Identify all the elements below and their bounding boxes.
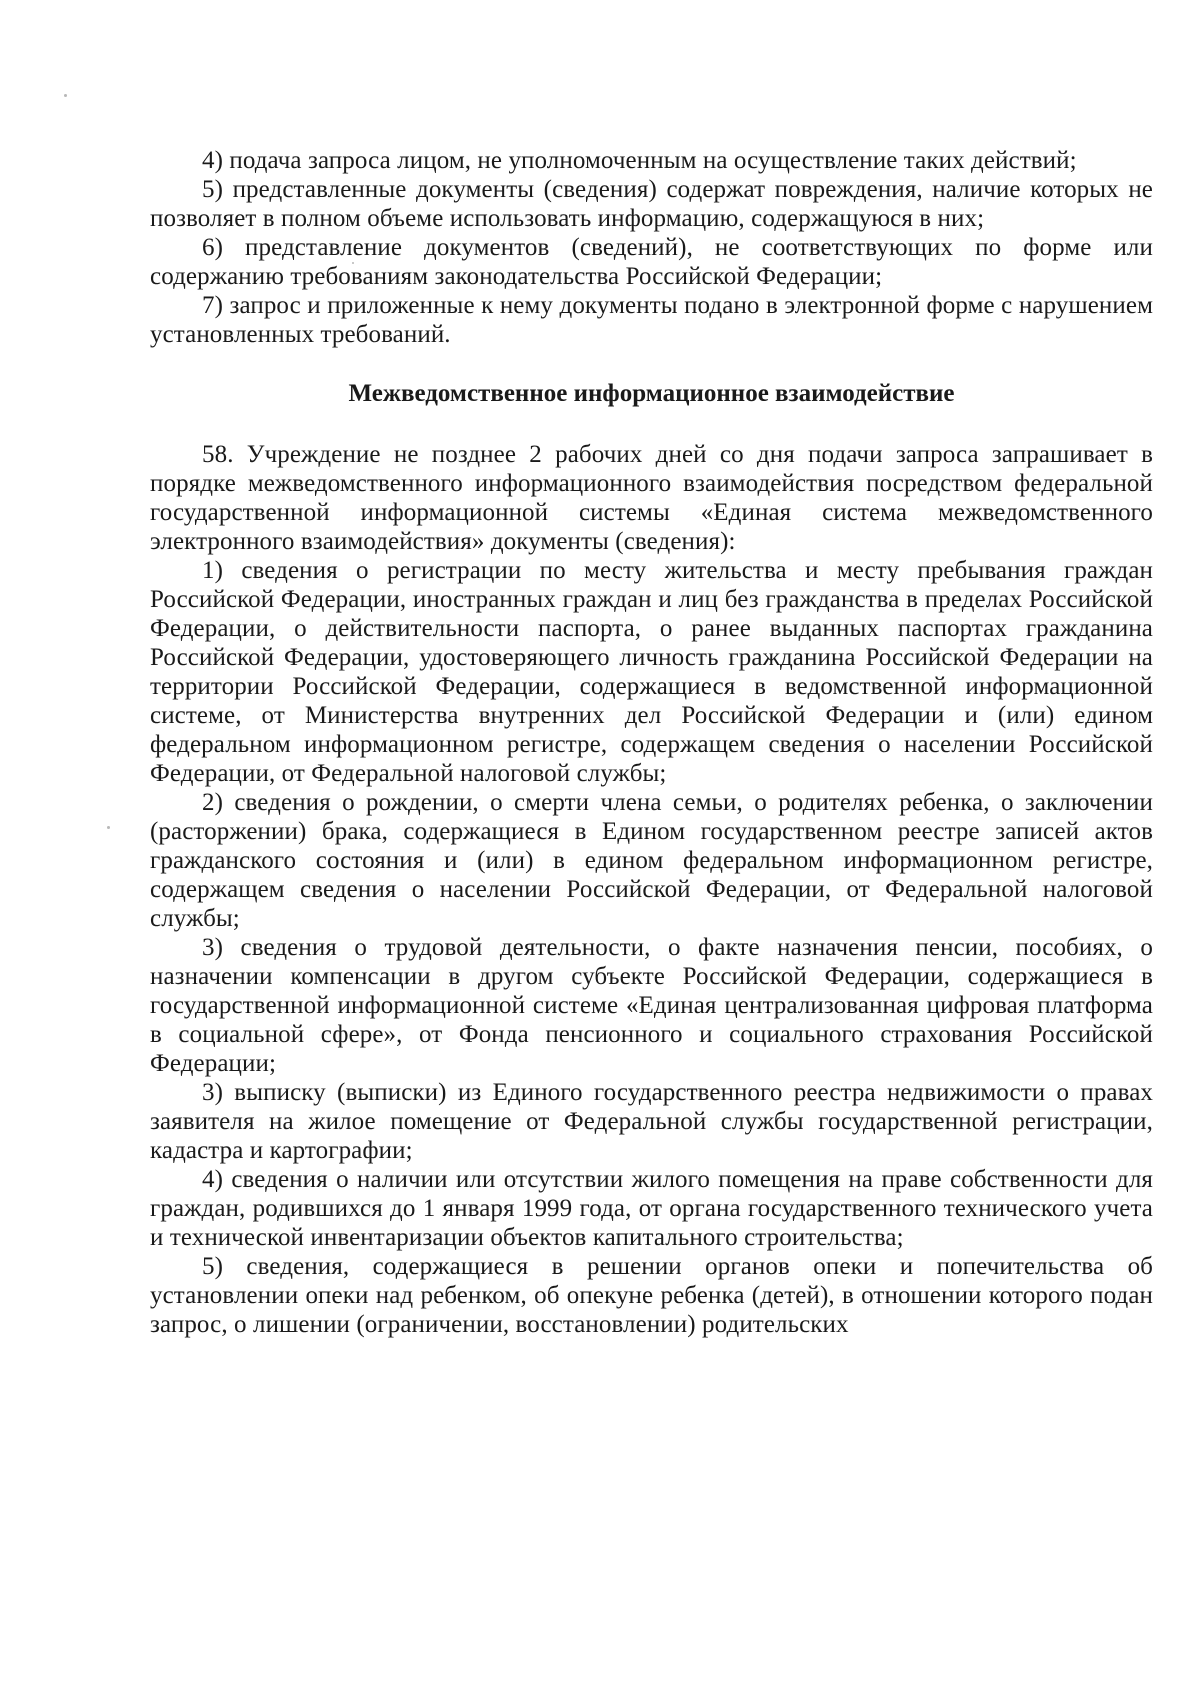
list-item: 6) представление документов (сведений), не соответствующих по форме или содержанию требованиям законодательства Российской Федерации; [150, 234, 1153, 290]
list-item: 4) сведения о наличии или отсутствии жилого помещения на праве собственности для граждан, родившихся до 1 января 1999 года, от органа государственного технического учета и технической инвентаризации объектов капитального строительства; [150, 1166, 1153, 1251]
list-item: 5) представленные документы (сведения) содержат повреждения, наличие которых не позволяет в полном объеме использовать информацию, содержащуюся в них; [150, 176, 1153, 232]
list-item: 3) выписку (выписки) из Единого государственного реестра недвижимости о правах заявителя на жилое помещение от Федеральной службы государственной регистрации, кадастра и картографии; [150, 1079, 1153, 1164]
list-item: 4) подача запроса лицом, не уполномоченным на осуществление таких действий; [202, 147, 1077, 174]
scan-speck [107, 826, 110, 829]
clause-paragraph: 58. Учреждение не позднее 2 рабочих дней со дня подачи запроса запрашивает в порядке межведомственного информационного взаимодействия посредством федеральной государственной информационной системы «Единая система межведомственного электронного взаимодействия» документы (сведения): [150, 441, 1153, 555]
section-heading: Межведомственное информационное взаимодействие [348, 380, 955, 407]
list-item: 1) сведения о регистрации по месту жительства и месту пребывания граждан Российской Федерации, иностранных граждан и лиц без гражданства в пределах Российской Федерации, о действительности паспорта, о ранее выданных паспортах гражданина Российской Федерации, удостоверяющего личность гражданина Российской Федерации на территории Российской Федерации, содержащиеся в ведомственной информационной системе, от Министерства внутренних дел Российской Федерации и (или) едином федеральном информационном регистре, содержащем сведения о населении Российской Федерации, от Федеральной налоговой службы; [150, 557, 1153, 787]
list-item: 2) сведения о рождении, о смерти члена семьи, о родителях ребенка, о заключении (расторжении) брака, содержащиеся в Едином государственном реестре записей актов гражданского состояния и (или) в едином федеральном информационном регистре, содержащем сведения о населении Российской Федерации, от Федеральной налоговой службы; [150, 789, 1153, 932]
list-item: 5) сведения, содержащиеся в решении органов опеки и попечительства об установлении опеки над ребенком, об опекуне ребенка (детей), в отношении которого подан запрос, о лишении (ограничении, восстановлении) родительских [150, 1253, 1153, 1338]
list-item: 3) сведения о трудовой деятельности, о факте назначения пенсии, пособиях, о назначении компенсации в другом субъекте Российской Федерации, содержащиеся в государственной информационной системе «Единая централизованная цифровая платформа в социальной сфере», от Фонда пенсионного и социального страхования Российской Федерации; [150, 934, 1153, 1077]
scan-speck [64, 94, 67, 97]
list-item: 7) запрос и приложенные к нему документы подано в электронной форме с нарушением установленных требований. [150, 292, 1153, 348]
document-body [150, 146, 1153, 1339]
